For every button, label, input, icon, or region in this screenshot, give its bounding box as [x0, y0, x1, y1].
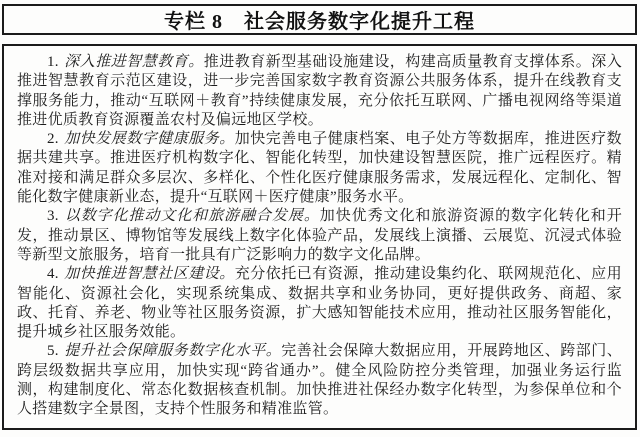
paragraph-1-text: 推进教育新型基础设施建设，构建高质量教育支撑体系。深入推进智慧教育示范区建设，进一步完善国家数字教育资源公共服务体系，提升在线教育支撑服务能力，推动“互联网＋教育”持续健康发展，充分依托互联网、广播电视网络等渠道推进优质教育资源覆盖农村及偏远地区学校。 — [17, 54, 622, 128]
paragraph-1-number: 1. — [47, 54, 59, 70]
paragraph-4-text: 充分依托已有资源，推动建设集约化、联网规范化、应用智能化、资源社会化，实现系统集成、数据共享和业务协同，更好提供政务、商超、家政、托育、养老、物业等社区服务资源，扩大感知智能技术应用，推动社区服务智能化，提升城乡社区服务效能。 — [17, 266, 622, 341]
paragraph-3-number: 3. — [47, 208, 59, 225]
paragraph-1 — [17, 53, 622, 130]
paragraph-4-number: 4. — [47, 266, 59, 283]
paragraph-2-number: 2. — [47, 131, 59, 148]
paragraph-5-number: 5. — [47, 343, 59, 360]
panel-title: 专栏 8 社会服务数字化提升工程 — [164, 11, 475, 33]
paragraph-2 — [17, 130, 622, 207]
paragraph-1-lead: 深入推进智慧教育。 — [64, 54, 204, 70]
paragraph-5-text: 完善社会保障大数据应用，开展跨地区、跨部门、跨层级数据共享应用，加快实现“跨省通办”。健全风险防控分类管理，加强业务运行监测，构建制度化、常态化数据核查机制。加快推进社保经办数字化转型，为参保单位和个人搭建数字全景图，支持个性服务和精准监管。 — [17, 343, 622, 418]
paragraph-4 — [17, 265, 622, 342]
paragraph-5 — [17, 342, 622, 419]
panel-body — [2, 44, 637, 430]
panel-header — [2, 4, 637, 35]
paragraph-3-lead: 以数字化推动文化和旅游融合发展。 — [64, 208, 320, 225]
paragraph-3-text: 加快优秀文化和旅游资源的数字化转化和开发，推动景区、博物馆等发展线上数字化体验产品，发展线上演播、云展览、沉浸式体验等新型文旅服务，培育一批具有广泛影响力的数字文化品牌。 — [17, 208, 622, 263]
paragraph-2-text: 加快完善电子健康档案、电子处方等数据库，推进医疗数据共建共享。推进医疗机构数字化、智能化转型，加快建设智慧医院，推广远程医疗。精准对接和满足群众多层次、多样化、个性化医疗健康服务需求，发展远程化、定制化、智能化数字健康新业态，提升“互联网＋医疗健康”服务水平。 — [17, 131, 622, 206]
paragraph-4-lead: 加快推进智慧社区建设。 — [64, 266, 235, 283]
paragraph-2-lead: 加快发展数字健康服务。 — [64, 131, 235, 148]
paragraph-5-lead: 提升社会保障服务数字化水平。 — [64, 343, 282, 360]
paragraph-3 — [17, 207, 622, 265]
